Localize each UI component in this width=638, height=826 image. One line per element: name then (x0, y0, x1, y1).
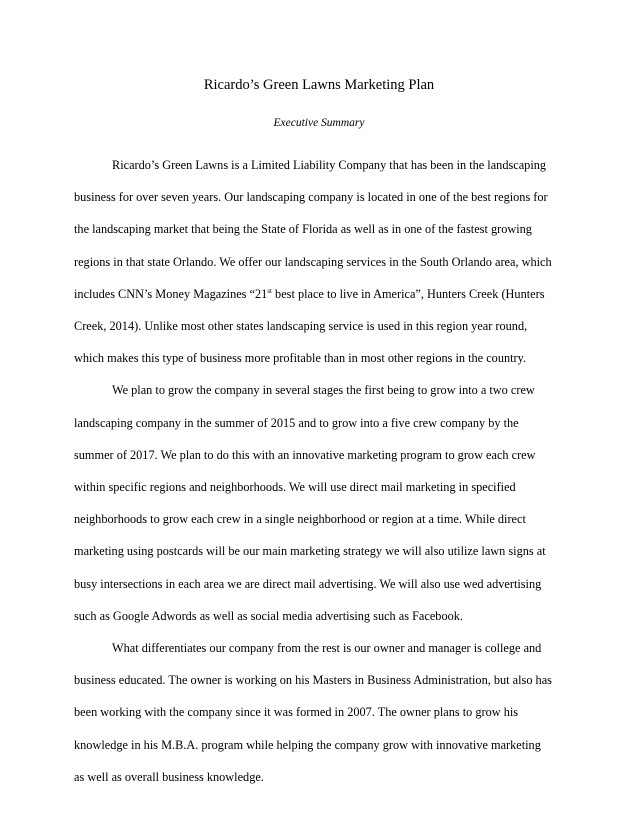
paragraph (74, 374, 569, 632)
text-line: summer of 2017. We plan to do this with an innovative marketing program to grow each crew (74, 447, 536, 462)
text-fragment: best place to live in America”, Hunters Creek (Hunters (271, 286, 545, 301)
text-fragment: includes CNN’s Money Magazines “21 (74, 286, 268, 301)
text-line: which makes this type of business more profitable than in most other regions in the country. (74, 351, 527, 366)
text-line: landscaping company in the summer of 2015 and to grow into a five crew company by the (74, 415, 519, 430)
text-line: busy intersections in each area we are direct mail advertising. We will also use wed advertising (74, 576, 542, 591)
section-heading: Executive Summary (273, 117, 365, 129)
text-line: regions in that state Orlando. We offer our landscaping services in the South Orlando area, which (74, 254, 552, 269)
text-line: Ricardo’s Green Lawns is a Limited Liability Company that has been in the landscaping (112, 158, 547, 172)
text-line: What differentiates our company from the rest is our owner and manager is college and (112, 641, 542, 656)
text-line: such as Google Adwords as well as social media advertising such as Facebook. (74, 608, 463, 623)
text-line: Creek, 2014). Unlike most other states landscaping service is used in this region year round, (74, 319, 528, 334)
document-body (74, 149, 569, 793)
text-line: neighborhoods to grow each crew in a single neighborhood or region at a time. While direct (74, 512, 526, 527)
paragraph (74, 632, 569, 793)
text-line: the landscaping market that being the State of Florida as well as in one of the fastest growing (74, 222, 532, 237)
paragraph (74, 149, 569, 374)
text-line: as well as overall business knowledge. (74, 769, 264, 784)
text-line: within specific regions and neighborhoods. We will use direct mail marketing in specified (74, 480, 516, 495)
text-line: marketing using postcards will be our main marketing strategy we will also utilize lawn signs at (74, 544, 546, 559)
text-line: business for over seven years. Our landscaping company is located in one of the best regions for (74, 190, 548, 205)
superscript: st (267, 286, 272, 295)
text-line: knowledge in his M.B.A. program while helping the company grow with innovative marketing (74, 737, 541, 752)
document-title: Ricardo’s Green Lawns Marketing Plan (203, 77, 435, 93)
text-line: business educated. The owner is working on his Masters in Business Administration, but also has (74, 673, 552, 688)
text-line (74, 278, 569, 310)
text-line: We plan to grow the company in several stages the first being to grow into a two crew (112, 383, 535, 398)
text-line: been working with the company since it was formed in 2007. The owner plans to grow his (74, 705, 519, 720)
